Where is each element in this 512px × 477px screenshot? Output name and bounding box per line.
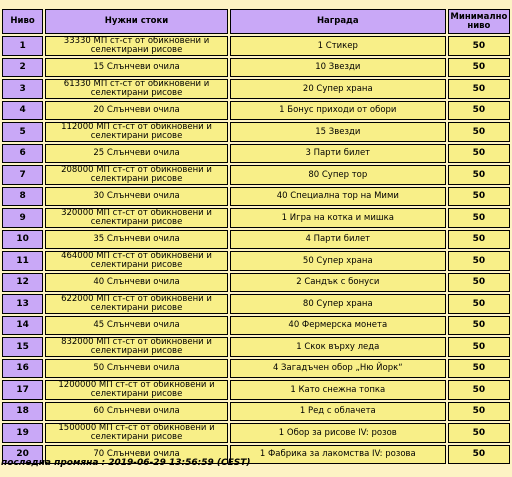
min-level-cell: 50 bbox=[448, 251, 510, 271]
header-min-level: Минимално ниво bbox=[448, 9, 510, 34]
min-level-cell: 50 bbox=[448, 144, 510, 163]
min-level-cell: 50 bbox=[448, 36, 510, 56]
table-row bbox=[2, 316, 510, 335]
goods-cell: 15 Слънчеви очила bbox=[45, 58, 228, 77]
level-cell: 18 bbox=[2, 402, 43, 421]
min-level-cell: 50 bbox=[448, 101, 510, 120]
table-row bbox=[2, 273, 510, 292]
goods-cell: 33330 МП ст-ст от обикновени и селектирани рисове bbox=[45, 36, 228, 56]
reward-cell: 80 Супер тор bbox=[230, 165, 446, 185]
level-cell: 2 bbox=[2, 58, 43, 77]
table-row bbox=[2, 79, 510, 99]
min-level-cell: 50 bbox=[448, 273, 510, 292]
min-level-cell: 50 bbox=[448, 402, 510, 421]
level-cell: 1 bbox=[2, 36, 43, 56]
table-row bbox=[2, 402, 510, 421]
reward-cell: 80 Супер храна bbox=[230, 294, 446, 314]
reward-cell: 2 Сандък с бонуси bbox=[230, 273, 446, 292]
level-cell: 13 bbox=[2, 294, 43, 314]
min-level-cell: 50 bbox=[448, 58, 510, 77]
reward-cell: 1 Игра на котка и мишка bbox=[230, 208, 446, 228]
goods-cell: 61330 МП ст-ст от обикновени и селектирани рисове bbox=[45, 79, 228, 99]
reward-cell: 1 Фабрика за лакомства IV: розова bbox=[230, 445, 446, 464]
goods-cell: 112000 МП ст-ст от обикновени и селектирани рисове bbox=[45, 122, 228, 142]
level-cell: 20 bbox=[2, 445, 43, 464]
reward-cell: 10 Звезди bbox=[230, 58, 446, 77]
reward-cell: 4 Загадъчен обор „Ню Йорк“ bbox=[230, 359, 446, 378]
level-cell: 14 bbox=[2, 316, 43, 335]
levels-table bbox=[0, 7, 512, 466]
min-level-cell: 50 bbox=[448, 294, 510, 314]
table-row bbox=[2, 423, 510, 443]
header-level: Ниво bbox=[2, 9, 43, 34]
goods-cell: 20 Слънчеви очила bbox=[45, 101, 228, 120]
goods-cell: 622000 МП ст-ст от обикновени и селектирани рисове bbox=[45, 294, 228, 314]
last-modified: последна промяна : 2019-06-29 13:56:59 (CEST) bbox=[1, 458, 251, 468]
goods-cell: 25 Слънчеви очила bbox=[45, 144, 228, 163]
goods-cell: 208000 МП ст-ст от обикновени и селектирани рисове bbox=[45, 165, 228, 185]
table-row bbox=[2, 359, 510, 378]
reward-cell: 1 Бонус приходи от обори bbox=[230, 101, 446, 120]
min-level-cell: 50 bbox=[448, 316, 510, 335]
level-cell: 19 bbox=[2, 423, 43, 443]
reward-cell: 1 Ред с облачета bbox=[230, 402, 446, 421]
reward-cell: 3 Парти билет bbox=[230, 144, 446, 163]
goods-cell: 60 Слънчеви очила bbox=[45, 402, 228, 421]
goods-cell: 45 Слънчеви очила bbox=[45, 316, 228, 335]
level-cell: 7 bbox=[2, 165, 43, 185]
goods-cell: 35 Слънчеви очила bbox=[45, 230, 228, 249]
goods-cell: 464000 МП ст-ст от обикновени и селектирани рисове bbox=[45, 251, 228, 271]
table-row bbox=[2, 187, 510, 206]
level-cell: 9 bbox=[2, 208, 43, 228]
goods-cell: 40 Слънчеви очила bbox=[45, 273, 228, 292]
level-cell: 17 bbox=[2, 380, 43, 400]
min-level-cell: 50 bbox=[448, 208, 510, 228]
goods-cell: 1200000 МП ст-ст от обикновени и селектирани рисове bbox=[45, 380, 228, 400]
table-row bbox=[2, 251, 510, 271]
reward-cell: 1 Стикер bbox=[230, 36, 446, 56]
header-reward: Награда bbox=[230, 9, 446, 34]
table-row bbox=[2, 36, 510, 56]
header-row bbox=[2, 9, 510, 34]
goods-cell: 1500000 МП ст-ст от обикновени и селектирани рисове bbox=[45, 423, 228, 443]
min-level-cell: 50 bbox=[448, 423, 510, 443]
level-cell: 6 bbox=[2, 144, 43, 163]
level-cell: 15 bbox=[2, 337, 43, 357]
reward-cell: 1 Като снежна топка bbox=[230, 380, 446, 400]
reward-cell: 40 Специална тор на Мими bbox=[230, 187, 446, 206]
level-cell: 8 bbox=[2, 187, 43, 206]
reward-cell: 40 Фермерска монета bbox=[230, 316, 446, 335]
table-row bbox=[2, 58, 510, 77]
goods-cell: 832000 МП ст-ст от обикновени и селектирани рисове bbox=[45, 337, 228, 357]
reward-cell: 1 Обор за рисове IV: розов bbox=[230, 423, 446, 443]
min-level-cell: 50 bbox=[448, 445, 510, 464]
table-row bbox=[2, 122, 510, 142]
level-cell: 3 bbox=[2, 79, 43, 99]
level-cell: 4 bbox=[2, 101, 43, 120]
level-cell: 10 bbox=[2, 230, 43, 249]
min-level-cell: 50 bbox=[448, 230, 510, 249]
table-row bbox=[2, 380, 510, 400]
goods-cell: 50 Слънчеви очила bbox=[45, 359, 228, 378]
level-cell: 16 bbox=[2, 359, 43, 378]
reward-cell: 20 Супер храна bbox=[230, 79, 446, 99]
table-row bbox=[2, 294, 510, 314]
min-level-cell: 50 bbox=[448, 380, 510, 400]
level-cell: 11 bbox=[2, 251, 43, 271]
min-level-cell: 50 bbox=[448, 122, 510, 142]
min-level-cell: 50 bbox=[448, 359, 510, 378]
min-level-cell: 50 bbox=[448, 337, 510, 357]
header-goods: Нужни стоки bbox=[45, 9, 228, 34]
table-row bbox=[2, 230, 510, 249]
reward-cell: 15 Звезди bbox=[230, 122, 446, 142]
min-level-cell: 50 bbox=[448, 187, 510, 206]
reward-cell: 4 Парти билет bbox=[230, 230, 446, 249]
table-row bbox=[2, 144, 510, 163]
level-cell: 12 bbox=[2, 273, 43, 292]
reward-cell: 1 Скок върху леда bbox=[230, 337, 446, 357]
reward-cell: 50 Супер храна bbox=[230, 251, 446, 271]
level-cell: 5 bbox=[2, 122, 43, 142]
goods-cell: 30 Слънчеви очила bbox=[45, 187, 228, 206]
min-level-cell: 50 bbox=[448, 165, 510, 185]
goods-cell: 70 Слънчеви очила bbox=[45, 445, 228, 464]
table-row bbox=[2, 165, 510, 185]
min-level-cell: 50 bbox=[448, 79, 510, 99]
table-row bbox=[2, 208, 510, 228]
table-row bbox=[2, 337, 510, 357]
table-body bbox=[2, 36, 510, 464]
table-row bbox=[2, 101, 510, 120]
goods-cell: 320000 МП ст-ст от обикновени и селектирани рисове bbox=[45, 208, 228, 228]
